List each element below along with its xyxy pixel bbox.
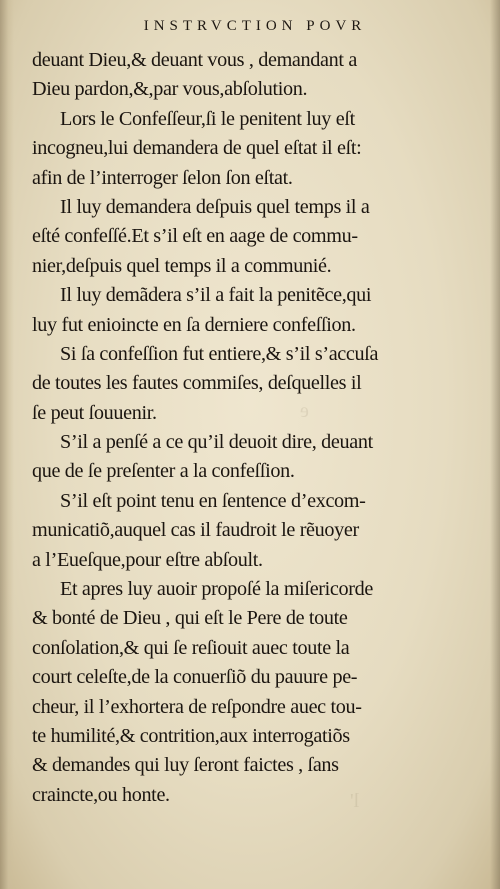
text-line: afin de l’interroger ſelon ſon eſtat. (32, 166, 293, 189)
text-line: court celeſte,de la conuerſiõ du pauure pe- (32, 666, 358, 689)
text-line: a l’Eueſque,pour eſtre abſoult. (32, 548, 263, 571)
text-line: S’il eſt point tenu en ſentence d’excom- (60, 489, 366, 512)
text-line: que de ſe preſenter a la confeſſion. (32, 460, 295, 483)
text-line: deuant Dieu,& deuant vous , demandant a (32, 49, 357, 71)
text-line: cheur, il l’exhortera de reſpondre auec tou- (32, 695, 362, 718)
bleed-through-mark: l' (350, 790, 360, 812)
text-line: S’il a penſé a ce qu’il deuoit dire, deuant (60, 431, 373, 454)
binding-gutter-shadow (0, 0, 14, 889)
body-text (32, 46, 474, 810)
text-line: nier,deſpuis quel temps il a communié. (32, 254, 332, 277)
text-line: luy fut enioincte en ſa derniere confeſſion. (32, 313, 356, 336)
text-line: Il luy demandera deſpuis quel temps il a (60, 195, 370, 218)
text-line: eſté confeſſé.Et s’il eſt en aage de commu- (32, 225, 358, 248)
text-line: Il luy demãdera s’il a fait la penitẽce,qui (60, 284, 372, 307)
text-line: Lors le Confeſſeur,ſi le penitent luy eſt (60, 107, 355, 130)
text-line: Dieu pardon,&,par vous,abſolution. (32, 78, 308, 101)
text-line: Si ſa confeſſion fut entiere,& s’il s’accuſa (60, 342, 379, 365)
page-edge-shadow (490, 0, 500, 889)
text-line: ſe peut ſouuenir. (32, 401, 157, 424)
running-head: INSTRVCTION POVR (143, 18, 367, 34)
text-line: te humilité,& contrition,aux interrogatiõs (32, 724, 350, 747)
text-line: incogneu,lui demandera de quel eſtat il eſt: (32, 137, 362, 160)
text-line: conſolation,& qui ſe reſiouit auec toute la (32, 636, 350, 659)
bleed-through-mark: e (300, 400, 309, 422)
text-line: & bonté de Dieu , qui eſt le Pere de toute (32, 607, 348, 630)
text-line: de toutes les fautes commiſes, deſquelles il (32, 372, 362, 395)
text-line: & demandes qui luy ſeront faictes , ſans (32, 754, 339, 777)
text-line: municatiõ,auquel cas il faudroit le rẽuoyer (32, 519, 359, 542)
text-line: Et apres luy auoir propoſé la miſericorde (60, 578, 374, 601)
text-line: craincte,ou honte. (32, 783, 170, 806)
